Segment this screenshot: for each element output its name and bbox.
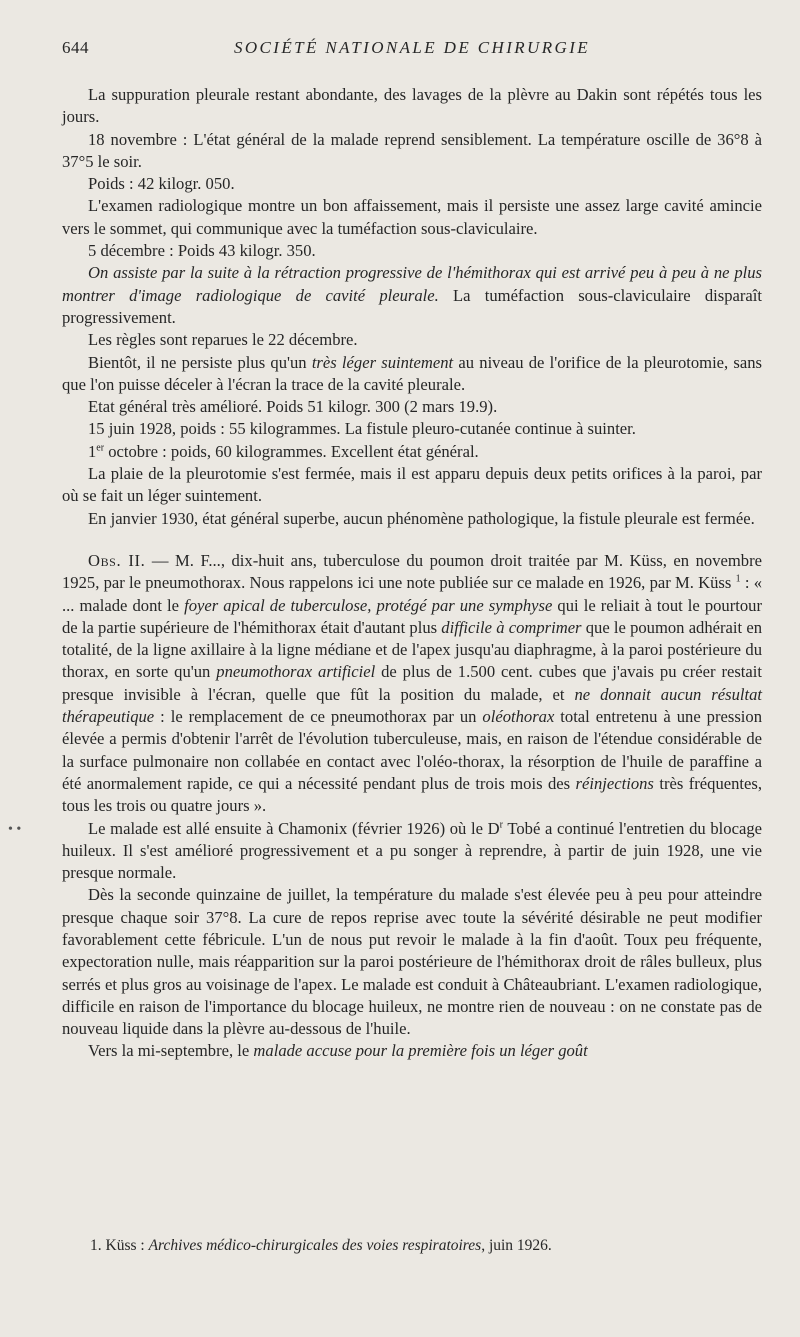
italic-text: réinjections [575, 773, 654, 793]
paragraph [62, 441, 762, 463]
paragraph: Les règles sont reparues le 22 décembre. [88, 330, 358, 350]
footnote [90, 1236, 760, 1256]
text-run: — M. F..., dix-huit ans, tuberculose du poumon droit traitée par M. Küss, en novembre 1925, par le pneumothorax. Nous rappelons ici une note publiée sur ce malade en 1926, par M. Küss [62, 550, 762, 593]
paragraph: Poids : 42 kilogr. 050. [88, 174, 235, 194]
text-run: qui le reliait à tout le pourtour de la partie supérieure de l'hémithorax était d'autant plus [62, 595, 762, 637]
italic-text: difficile à comprimer [441, 617, 582, 637]
footnote-date: , juin 1926. [481, 1237, 552, 1254]
italic-text: très léger suintement [311, 352, 454, 372]
italic-text: ne donnait aucun résultat thérapeutique [62, 684, 762, 727]
footnote-author: Küss [105, 1237, 137, 1254]
paragraph [62, 818, 762, 885]
text-run: Tobé a continué l'entretien du blocage huileux. Il s'est amélioré progressivement et a pu songer à reprendre, à partir de juin 1928, une vie presque normale. [62, 818, 762, 883]
paragraph: Etat général très amélioré. Poids 51 kilogr. 300 (2 mars 19.9). [88, 397, 498, 417]
italic-text: On assiste par la suite à la rétraction progressive de l'hémithorax qui est arrivé peu à peu à ne plus montrer d'image radiologique de cavité pleurale. [62, 263, 762, 305]
footnote-number: 1. [90, 1237, 102, 1254]
text-run: : « ... malade dont le [62, 573, 762, 615]
text-run: La tuméfaction sous-claviculaire disparaît progressivement. [62, 285, 763, 327]
paragraph: 5 décembre : Poids 43 kilogr. 350. [88, 241, 316, 261]
paragraph [62, 262, 762, 329]
text-run: : le remplacement de ce pneumothorax par un [154, 707, 483, 727]
page-number: 644 [62, 38, 89, 57]
paragraph: La suppuration pleurale restant abondante, des lavages de la plèvre au Dakin sont répétés tous les jours. [62, 85, 762, 127]
text-run: total entretenu à une pression élevée a permis d'obtenir l'arrêt de l'évolution tuberculeuse, mais, en raison de l'étendue considérable de la surface pulmonaire non collabée en contact avec l'oléo-thorax, la résorption de l'huile de paraffine a été anormalement rapide, ce qui a nécessité pendant plus de trois mois des [62, 707, 762, 793]
italic-text: oléothorax [482, 707, 555, 727]
paragraph [62, 352, 762, 397]
text-run: Vers la mi-septembre, le [88, 1041, 254, 1061]
page-header [62, 38, 762, 66]
text-run: au niveau de l'orifice de la pleurotomie, sans que l'on puisse déceler à l'écran la trace de la cavité pleurale. [62, 352, 762, 394]
observation-label: Obs. II. [88, 550, 146, 570]
footnote-separator: : [136, 1237, 149, 1254]
paragraph: Dès la seconde quinzaine de juillet, la température du malade s'est élevée peu à peu pour atteindre presque chaque soir 37°8. La cure de repos reprise avec toute la sévérité désirable ne peut modifier favorablement cette fébricule. L'un de nous put revoir le malade à la fin d'août. Toux peu fréquente, expectoration nulle, mais réapparition sur la paroi postérieure de l'hémithorax droit de râles bulleux, plus serrés et plus gros au voisinage de l'apex. Le malade est conduit à Châteaubriant. L'examen radiologique, difficile en raison de l'importance du blocage huileux, ne montre rien de nouveau : on ne constate pas de nouveau liquide dans la plèvre au-dessous de l'huile. [62, 885, 762, 1039]
text-run: que le poumon adhérait en totalité, de la ligne axillaire à la ligne médiane et de l'apex jusqu'au diaphragme, à la paroi postérieure du thorax, en sorte qu'un [62, 617, 762, 682]
body-text [62, 84, 762, 1063]
paragraph: 15 juin 1928, poids : 55 kilogrammes. La fistule pleuro-cutanée continue à suinter. [88, 419, 636, 439]
footnote-journal: Archives médico-chirurgicales des voies respiratoires [148, 1237, 482, 1254]
text-run: de plus de 1.500 cent. cubes que j'avais pu créer restait presque invisible à l'écran, quelle que fût la position du malade, et [62, 662, 762, 704]
paragraph: En janvier 1930, état général superbe, aucun phénomène pathologique, la fistule pleurale est fermée. [88, 508, 755, 528]
margin-marks: • • [8, 822, 22, 837]
superscript: r [499, 818, 503, 830]
section-gap [62, 530, 762, 550]
superscript: er [96, 442, 105, 454]
paragraph: L'examen radiologique montre un bon affaissement, mais il persiste une assez large cavité amincie vers le sommet, qui communique avec la tuméfaction sous-claviculaire. [62, 196, 762, 238]
paragraph [62, 1040, 762, 1062]
text-run: 1 [88, 441, 97, 461]
italic-text: pneumothorax artificiel [216, 662, 376, 682]
italic-text: malade accuse pour la première fois un léger goût [253, 1041, 588, 1061]
italic-text: foyer apical de tuberculose, protégé par une symphyse [184, 595, 553, 615]
text-run: octobre : poids, 60 kilogrammes. Excellent état général. [104, 441, 479, 461]
paragraph: La plaie de la pleurotomie s'est fermée, mais il est apparu depuis deux petits orifices à la paroi, par où se fait un léger suintement. [62, 464, 762, 506]
running-title: SOCIÉTÉ NATIONALE DE CHIRURGIE [233, 38, 591, 57]
footnote-ref: 1 [735, 573, 741, 585]
text-run: Bientôt, il ne persiste plus qu'un [88, 352, 312, 372]
observation-paragraph [62, 550, 762, 818]
paragraph: 18 novembre : L'état général de la malade reprend sensiblement. La température oscille de 36°8 à 37°5 le soir. [62, 129, 762, 171]
text-run: très fréquentes, tous les trois ou quatre jours ». [62, 773, 762, 816]
text-run: Le malade est allé ensuite à Chamonix (février 1926) où le D [88, 818, 500, 838]
